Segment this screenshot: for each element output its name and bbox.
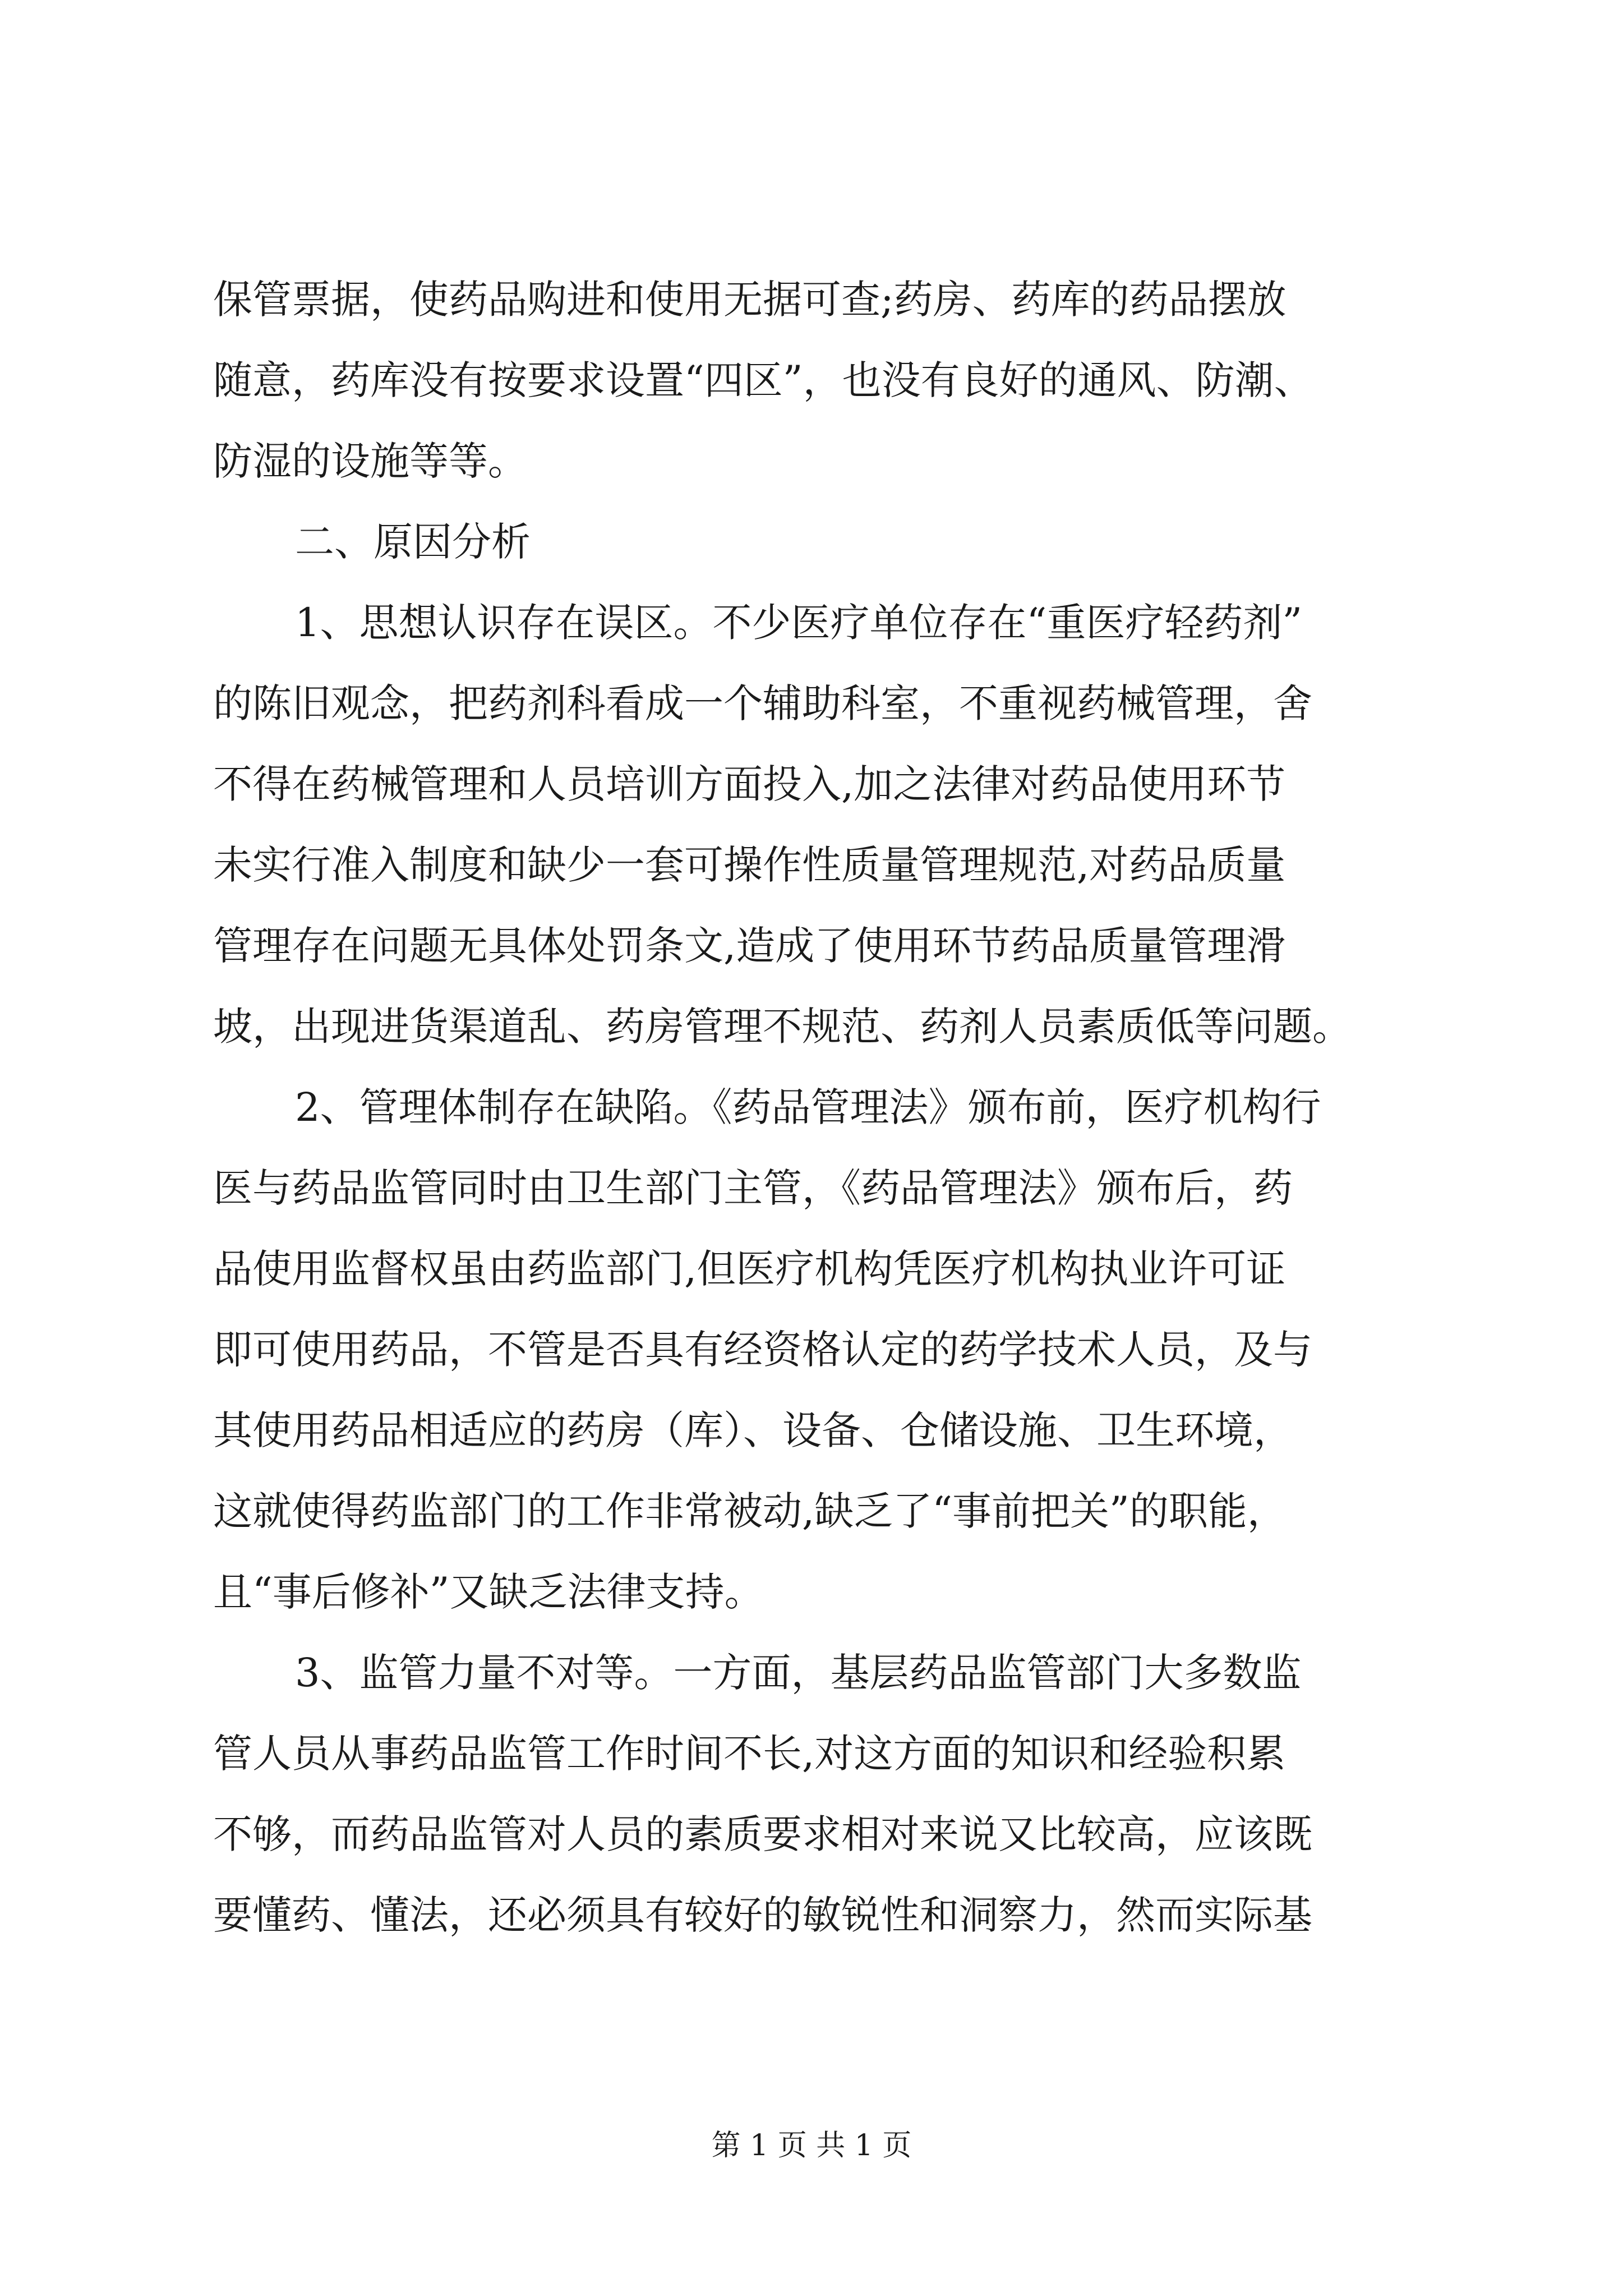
text-line: 的陈旧观念，把药剂科看成一个辅助科室，不重视药械管理，舍 — [213, 680, 1312, 726]
text-line: 且“事后修补”又缺乏法律支持。 — [213, 1569, 764, 1615]
section-heading: 二、原因分析 — [295, 519, 531, 565]
text-line: 1、思想认识存在误区。不少医疗单位存在“重医疗轻药剂” — [295, 600, 1303, 646]
text-line: 3、监管力量不对等。一方面，基层药品监管部门大多数监 — [295, 1650, 1302, 1696]
text-line: 不够，而药品监管对人员的素质要求相对来说又比较高，应该既 — [213, 1811, 1312, 1857]
text-line: 这就使得药监部门的工作非常被动,缺乏了“事前把关”的职能， — [213, 1488, 1287, 1534]
text-line: 2、管理体制存在缺陷。《药品管理法》颁布前，医疗机构行 — [295, 1084, 1321, 1130]
document-body — [213, 259, 1413, 1955]
text-line: 不得在药械管理和人员培训方面投入,加之法律对药品使用环节 — [213, 761, 1286, 807]
page-footer: 第 1 页 共 1 页 — [711, 2129, 912, 2162]
text-line: 坡，出现进货渠道乱、药房管理不规范、药剂人员素质低等问题。 — [213, 1004, 1352, 1050]
text-line: 要懂药、懂法，还必须具有较好的敏锐性和洞察力，然而实际基 — [213, 1892, 1312, 1938]
text-line: 随意，药库没有按要求设置“四区”，也没有良好的通风、防潮、 — [213, 357, 1313, 403]
text-line: 其使用药品相适应的药房（库）、设备、仓储设施、卫生环境， — [213, 1407, 1293, 1453]
text-line: 未实行准入制度和缺少一套可操作性质量管理规范,对药品质量 — [213, 842, 1286, 888]
text-line: 品使用监督权虽由药监部门,但医疗机构凭医疗机构执业许可证 — [213, 1246, 1286, 1292]
text-line: 管理存在问题无具体处罚条文,造成了使用环节药品质量管理滑 — [213, 923, 1286, 969]
text-line: 防湿的设施等等。 — [213, 438, 527, 484]
text-line: 管人员从事药品监管工作时间不长,对这方面的知识和经验积累 — [213, 1731, 1286, 1777]
text-line: 即可使用药品，不管是否具有经资格认定的药学技术人员，及与 — [213, 1327, 1312, 1373]
text-line: 医与药品监管同时由卫生部门主管，《药品管理法》颁布后，药 — [213, 1165, 1293, 1211]
text-line: 保管票据，使药品购进和使用无据可查;药房、药库的药品摆放 — [213, 277, 1287, 323]
